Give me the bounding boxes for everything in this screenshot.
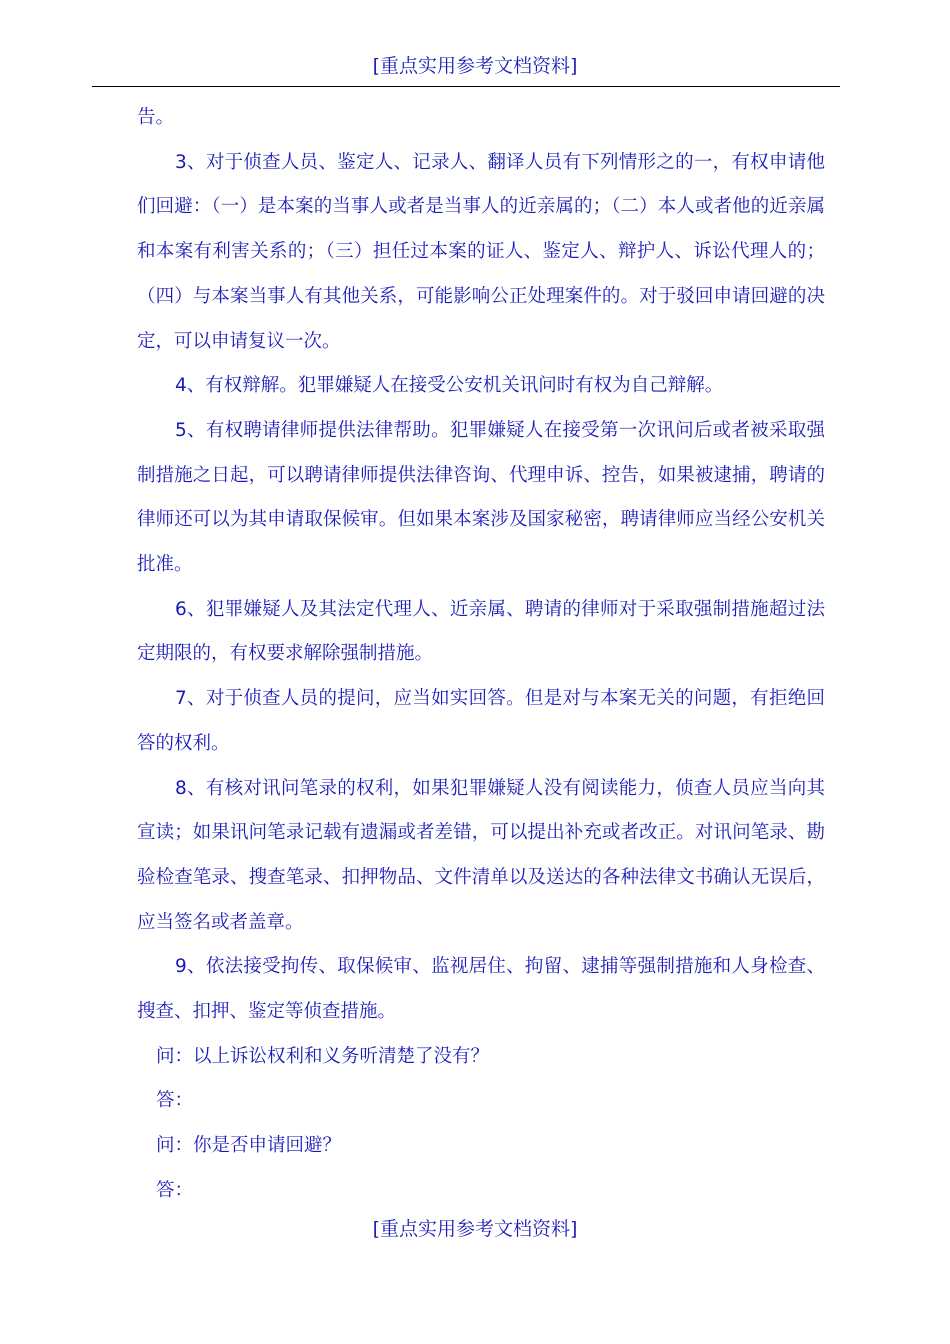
paragraph-item-8: 8、有核对讯问笔录的权利，如果犯罪嫌疑人没有阅读能力，侦查人员应当向其宣读；如果讯问笔录记载有遗漏或者差错，可以提出补充或者改正。对讯问笔录、勘验检查笔录、搜查笔录、扣押物品、文件清单以及送达的各种法律文书确认无误后，应当签名或者盖章。 — [137, 777, 825, 933]
paragraph-item-5: 5、有权聘请律师提供法律帮助。犯罪嫌疑人在接受第一次讯问后或者被采取强制措施之日起，可以聘请律师提供法律咨询、代理申诉、控告，如果被逮捕，聘请的律师还可以为其申请取保候审。但如果本案涉及国家秘密，聘请律师应当经公安机关批准。 — [137, 419, 825, 576]
answer-recusal: 答： — [156, 1179, 194, 1201]
paragraph-item-7: 7、对于侦查人员的提问，应当如实回答。但是对与本案无关的问题，有拒绝回答的权利。 — [137, 688, 825, 754]
paragraph-continuation: 告。 — [137, 107, 175, 128]
page-footer: [重点实用参考文档资料] — [372, 1218, 578, 1240]
paragraph-item-6: 6、犯罪嫌疑人及其法定代理人、近亲属、聘请的律师对于采取强制措施超过法定期限的，有权要求解除强制措施。 — [137, 598, 825, 665]
document-body — [137, 96, 825, 1214]
paragraph-item-3: 3、对于侦查人员、鉴定人、记录人、翻译人员有下列情形之的一，有权申请他们回避：（一）是本案的当事人或者是当事人的近亲属的；（二）本人或者他的近亲属和本案有利害关系的；（三）担任过本案的证人、鉴定人、辩护人、诉讼代理人的；（四）与本案当事人有其他关系，可能影响公正处理案件的。对于驳回申请回避的决定，可以申请复议一次。 — [137, 151, 825, 352]
header-divider — [92, 86, 840, 87]
paragraph-item-4: 4、有权辩解。犯罪嫌疑人在接受公安机关讯问时有权为自己辩解。 — [175, 375, 724, 397]
page-header: [重点实用参考文档资料] — [372, 55, 578, 77]
question-recusal: 问：你是否申请回避？ — [156, 1135, 342, 1157]
paragraph-item-9: 9、依法接受拘传、取保候审、监视居住、拘留、逮捕等强制措施和人身检查、搜查、扣押、鉴定等侦查措施。 — [137, 956, 825, 1023]
question-rights: 问：以上诉讼权利和义务听清楚了没有？ — [156, 1045, 490, 1067]
answer-rights: 答： — [156, 1090, 194, 1112]
